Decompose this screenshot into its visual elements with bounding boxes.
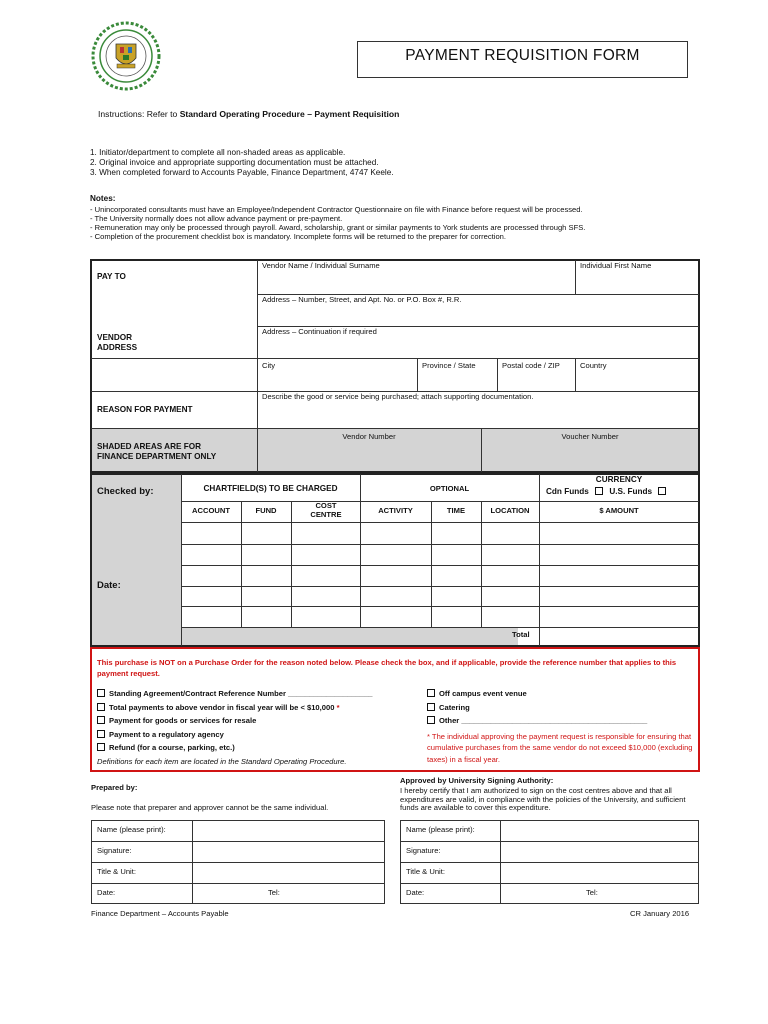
first-name-field[interactable]: Individual First Name: [580, 261, 652, 270]
vendor-surname-field[interactable]: Vendor Name / Individual Surname: [262, 261, 380, 270]
prepared-note: Please note that preparer and approver cannot be the same individual.: [91, 803, 329, 812]
other-checkbox[interactable]: [427, 716, 435, 724]
step-item: 2. Original invoice and appropriate supporting documentation must be attached.: [90, 157, 379, 167]
chartfields-header: CHARTFIELD(S) TO BE CHARGED: [203, 484, 338, 493]
standing-agreement-checkbox[interactable]: [97, 689, 105, 697]
note-item: - The University normally does not allow advance payment or pre-payment.: [90, 213, 343, 223]
currency-header: CURRENCY: [595, 475, 643, 484]
refund-checkbox[interactable]: [97, 743, 105, 751]
pay-to-label: PAY TO: [97, 272, 126, 281]
column-activity: ACTIVITY: [378, 506, 413, 515]
address-line1-field[interactable]: Address – Number, Street, and Apt. No. or P.O. Box #, R.R.: [262, 295, 462, 304]
approver-responsibility-note: * The individual approving the payment request is responsible for ensuring that cumulative purchases from the same vendor do not exceed $10,000 (excluding taxes) in a fiscal year.: [427, 732, 693, 764]
footer-left: Finance Department – Accounts Payable: [91, 909, 229, 918]
instructions: Instructions: Refer to Standard Operating Procedure – Payment Requisition: [98, 109, 400, 119]
form-title: PAYMENT REQUISITION FORM: [405, 47, 640, 64]
notes-heading: Notes:: [90, 194, 116, 203]
prepared-title-label: Title & Unit:: [97, 867, 136, 876]
university-crest-icon: [90, 20, 162, 92]
prepared-tel-label: Tel:: [268, 888, 280, 897]
currency-options: Cdn Funds U.S. Funds: [546, 487, 670, 497]
step-item: 3. When completed forward to Accounts Payable, Finance Department, 4747 Keele.: [90, 167, 394, 177]
resale-checkbox[interactable]: [97, 716, 105, 724]
approved-by-heading: Approved by University Signing Authority:: [400, 776, 554, 785]
reason-field[interactable]: Describe the good or service being purchased; attach supporting documentation.: [262, 392, 534, 401]
step-item: 1. Initiator/department to complete all non-shaded areas as applicable.: [90, 148, 346, 157]
voucher-number-label: Voucher Number: [561, 432, 619, 441]
checked-by-label: Checked by:: [97, 486, 154, 497]
note-item: - Remuneration may only be processed through payroll. Award, scholarship, grant or similar payments to York students are processed through SFS.: [90, 222, 586, 232]
total-label: Total: [512, 630, 530, 639]
prepared-signature-label: Signature:: [97, 846, 132, 855]
postal-field[interactable]: Postal code / ZIP: [502, 361, 560, 370]
po-left-options: Standing Agreement/Contract Reference Number ____________________ Total payments to above vendor in fiscal year will be < $10,000 * Payment for goods or services for resale Payment to a regulatory agency Refund (for a course, parking, etc.): [97, 689, 427, 757]
column-amount: $ AMOUNT: [599, 506, 639, 515]
country-field[interactable]: Country: [580, 361, 607, 370]
notes-list: [90, 206, 700, 242]
date-label: Date:: [97, 580, 121, 591]
po-right-options: Off campus event venue Catering Other ____________________________________________: [427, 689, 697, 730]
optional-header: OPTIONAL: [429, 484, 470, 493]
province-field[interactable]: Province / State: [422, 361, 476, 370]
approved-tel-label: Tel:: [586, 888, 598, 897]
under-10000-checkbox[interactable]: [97, 703, 105, 711]
column-fund: FUND: [255, 506, 277, 515]
steps-list: [90, 148, 690, 178]
regulatory-agency-checkbox[interactable]: [97, 730, 105, 738]
note-item: - Unincorporated consultants must have an Employee/Independent Contractor Questionnaire on file with Finance before request will be processed.: [90, 205, 583, 214]
shaded-note: SHADED AREAS ARE FOR FINANCE DEPARTMENT ONLY: [97, 442, 217, 461]
approved-note: I hereby certify that I am authorized to sign on the cost centres above and that all expenditures are valid, in compliance with the policies of the University, and sufficient funds are available to cover this expenditure.: [400, 786, 686, 812]
po-intro: This purchase is NOT on a Purchase Order for the reason noted below. Please check the box, and if applicable, provide the reference number that applies to this payment request.: [97, 658, 677, 679]
approved-title-label: Title & Unit:: [406, 867, 445, 876]
column-cost-centre: COST CENTRE: [310, 501, 342, 519]
prepared-date-label: Date:: [97, 888, 116, 897]
column-time: TIME: [446, 506, 466, 515]
approved-name-label: Name (please print):: [406, 825, 475, 834]
us-funds-checkbox[interactable]: [658, 487, 666, 495]
catering-checkbox[interactable]: [427, 703, 435, 711]
city-field[interactable]: City: [262, 361, 276, 370]
vendor-number-label: Vendor Number: [342, 432, 396, 441]
approved-date-label: Date:: [406, 888, 425, 897]
vendor-address-label: VENDOR ADDRESS: [97, 333, 138, 352]
prepared-name-label: Name (please print):: [97, 825, 166, 834]
footer-right: CR January 2016: [630, 909, 690, 918]
off-campus-venue-checkbox[interactable]: [427, 689, 435, 697]
column-account: ACCOUNT: [192, 506, 230, 515]
approved-signature-label: Signature:: [406, 846, 441, 855]
column-location: LOCATION: [490, 506, 530, 515]
note-item: - Completion of the procurement checklist box is mandatory. Incomplete forms will be returned to the preparer for correction.: [90, 231, 507, 241]
address-line2-field[interactable]: Address – Continuation if required: [262, 327, 377, 336]
cdn-funds-checkbox[interactable]: [595, 487, 603, 495]
reason-label: REASON FOR PAYMENT: [97, 405, 193, 414]
prepared-by-heading: Prepared by:: [91, 783, 138, 792]
definitions-note: Definitions for each item are located in the Standard Operating Procedure.: [97, 757, 347, 766]
